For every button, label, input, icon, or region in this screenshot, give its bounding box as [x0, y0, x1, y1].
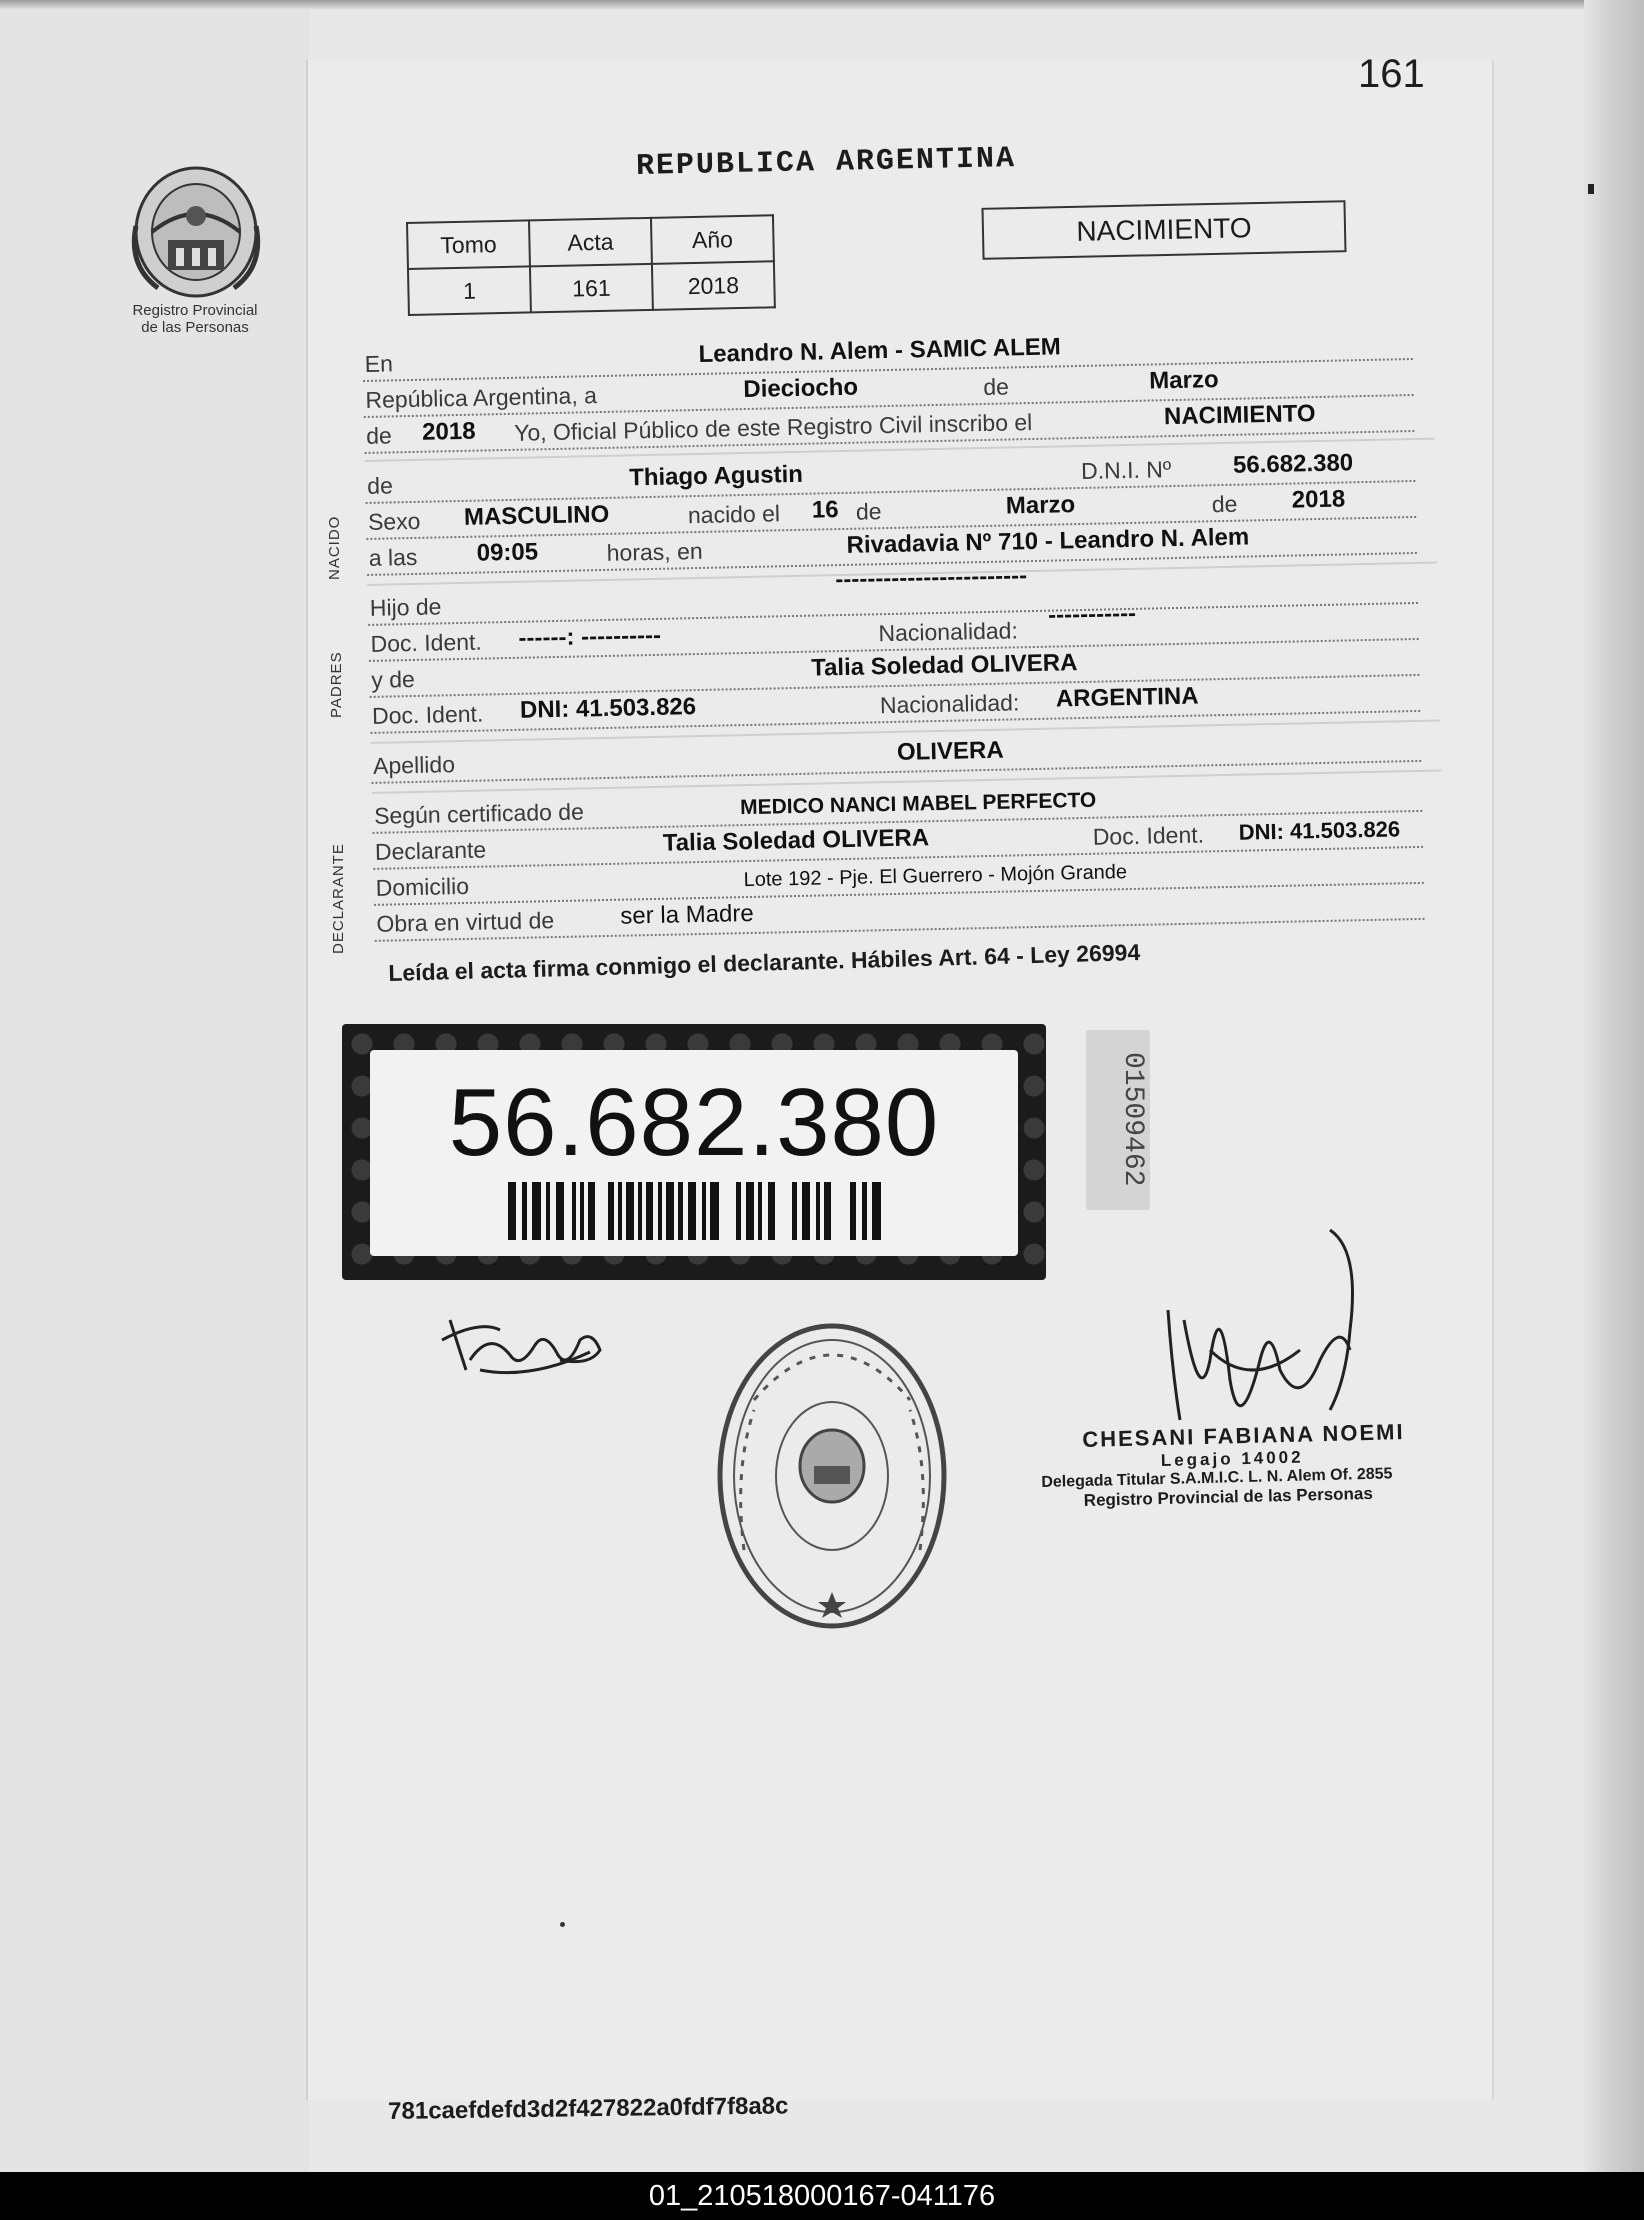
value-nombre: Thiago Agustin: [628, 460, 804, 492]
label-y-de: y de: [371, 665, 416, 693]
speck: [560, 1922, 565, 1927]
register-table-header: [407, 215, 774, 269]
value-declarante: Talia Soledad OLIVERA: [662, 824, 930, 857]
label-dni: D.N.I. Nº: [1080, 456, 1172, 484]
dni-sticker-inner: [370, 1050, 1018, 1256]
value-domicilio: Lote 192 - Pje. El Guerrero - Mojón Grande: [743, 861, 1128, 892]
scan-edge: [0, 0, 1644, 10]
value-nac-mes: Marzo: [1005, 491, 1076, 520]
value-padre: ------------------------: [835, 562, 1028, 594]
label-de: de: [983, 373, 1010, 400]
label-doc-ident: Doc. Ident.: [370, 628, 483, 657]
value-en: Leandro N. Alem - SAMIC ALEM: [698, 333, 1062, 368]
value-tomo: 1: [408, 266, 531, 315]
value-madre-nac: ARGENTINA: [1055, 682, 1199, 713]
value-lugar: Rivadavia Nº 710 - Leandro N. Alem: [846, 523, 1250, 559]
barcode: [508, 1182, 888, 1240]
label-doc-ident3: Doc. Ident.: [1092, 821, 1205, 850]
side-label-nacido: NACIDO: [326, 515, 343, 580]
official-registry: Registro Provincial de las Personas: [1083, 1483, 1374, 1510]
value-certificado: MEDICO NANCI MABEL PERFECTO: [739, 788, 1097, 820]
label-certificado: Según certificado de: [373, 798, 585, 829]
register-table: [406, 214, 776, 316]
document-title: REPUBLICA ARGENTINA: [635, 142, 1017, 184]
value-acto: NACIMIENTO: [1163, 400, 1316, 431]
label-apellido: Apellido: [372, 751, 456, 779]
side-label-declarante: DECLARANTE: [330, 843, 347, 954]
value-anio: 2018: [652, 261, 775, 310]
label-de-nombre: de: [366, 472, 394, 499]
scan-mark: [1588, 184, 1594, 194]
crest-caption-line1: Registro Provincial: [132, 302, 258, 319]
document-hash: 781caefdefd3d2f427822a0fdf7f8a8c: [388, 2092, 789, 2125]
serial-number: 01509462: [1117, 1052, 1148, 1187]
label-de-anio: de: [365, 422, 393, 449]
value-declarante-doc: DNI: 41.503.826: [1238, 816, 1401, 845]
official-legajo: Legajo 14002: [1160, 1447, 1304, 1471]
value-mes: Marzo: [1148, 366, 1219, 395]
value-dia: Dieciocho: [743, 373, 859, 404]
value-anio: 2018: [421, 417, 476, 446]
declarant-signature: [440, 1300, 610, 1390]
record-type-box: NACIMIENTO: [981, 200, 1346, 260]
value-obra: ser la Madre: [620, 899, 754, 930]
label-nacionalidad2: Nacionalidad:: [879, 689, 1020, 719]
label-hijo: Hijo de: [369, 593, 442, 621]
provincial-crest-logo: [128, 156, 264, 300]
value-nac-anio: 2018: [1291, 485, 1346, 514]
label-nacionalidad: Nacionalidad:: [878, 617, 1019, 647]
register-table-values: [408, 261, 775, 315]
header-tomo: Tomo: [407, 220, 530, 269]
label-domicilio: Domicilio: [375, 872, 470, 901]
serial-tag: [1086, 1030, 1150, 1210]
crest-caption: [110, 302, 280, 336]
value-nac-dia: 16: [811, 496, 839, 524]
label-horas-en: horas, en: [606, 537, 703, 566]
label-nacido: nacido el: [687, 500, 781, 529]
label-obra: Obra en virtud de: [376, 907, 555, 937]
value-madre-doc: DNI: 41.503.826: [519, 693, 697, 724]
label-sexo: Sexo: [367, 507, 421, 535]
label-a-las: a las: [368, 543, 418, 571]
label-de-anio2: de: [1211, 490, 1238, 518]
value-dni: 56.682.380: [1232, 449, 1354, 479]
official-stamp: [1040, 1417, 1482, 1512]
closing-statement: Leída el acta firma conmigo el declarante. Hábiles Art. 64 - Ley 26994: [388, 939, 1141, 986]
official-role: Delegada Titular S.A.M.I.C. L. N. Alem Of. 2855: [1041, 1465, 1393, 1491]
value-padre-doc: ------: ----------: [518, 621, 662, 652]
label-en: En: [364, 350, 394, 377]
value-madre: Talia Soledad OLIVERA: [810, 649, 1078, 682]
footer-id-bar: [0, 2172, 1644, 2220]
page-number: 161: [1358, 52, 1425, 96]
side-label-padres: PADRES: [328, 651, 345, 718]
value-sexo: MASCULINO: [463, 500, 610, 531]
header-anio: Año: [651, 215, 774, 264]
official-signature: [1150, 1210, 1380, 1450]
value-hora: 09:05: [476, 538, 539, 567]
value-apellido: OLIVERA: [896, 736, 1004, 766]
value-padre-nac: -----------: [1047, 599, 1137, 629]
dni-sticker: [342, 1024, 1046, 1280]
label-oficial: Yo, Oficial Público de este Registro Civil inscribo el: [513, 408, 1033, 446]
scan-edge-right: [1584, 0, 1644, 2172]
header-acta: Acta: [529, 218, 652, 267]
label-doc-ident2: Doc. Ident.: [371, 700, 484, 729]
label-de-mes: de: [855, 498, 882, 525]
official-seal-stamp: [714, 1320, 950, 1632]
label-declarante: Declarante: [374, 836, 487, 865]
value-acta: 161: [530, 264, 653, 313]
official-name: CHESANI FABIANA NOEMI: [1081, 1419, 1405, 1452]
crest-caption-line2: de las Personas: [141, 319, 249, 336]
label-republica: República Argentina, a: [365, 382, 598, 413]
footer-id: 01_210518000167-041176: [648, 2180, 996, 2212]
dni-sticker-number: 56.682.380: [448, 1069, 940, 1176]
